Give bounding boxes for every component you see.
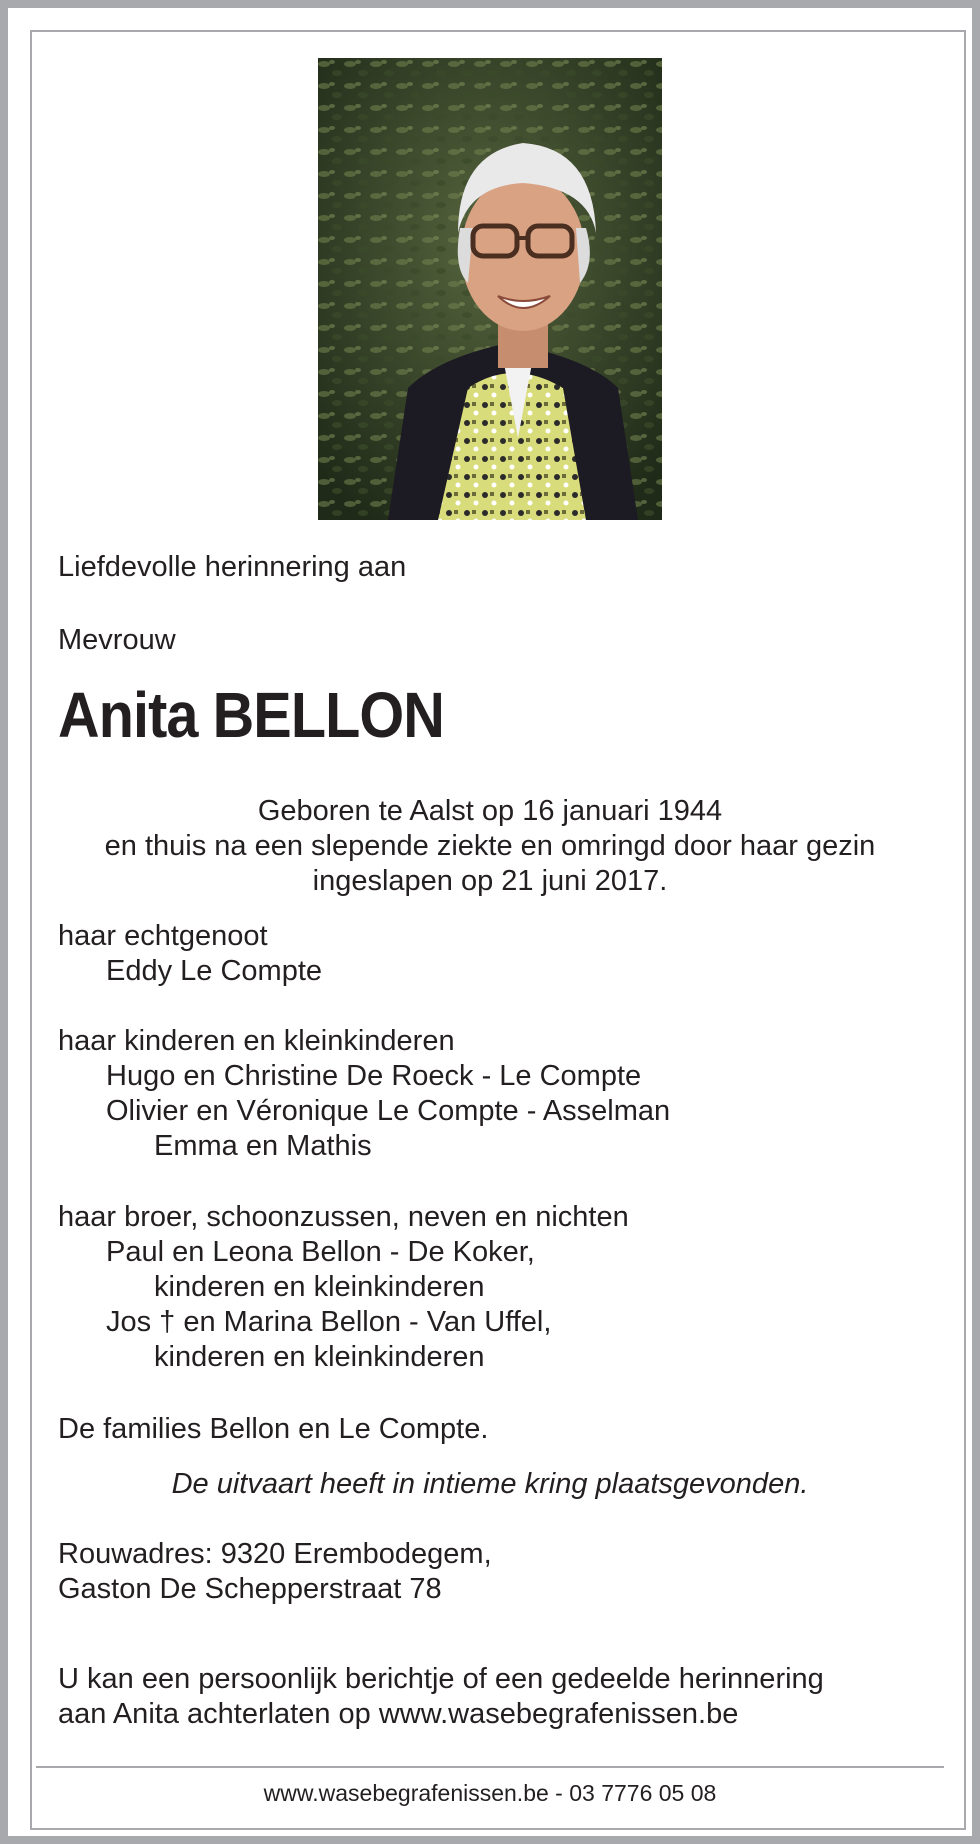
children-label: haar kinderen en kleinkinderen (58, 1025, 455, 1057)
message-line: aan Anita achterlaten op www.wasebegrafenissen.be (58, 1698, 739, 1730)
sibling-sub-line: kinderen en kleinkinderen (154, 1341, 485, 1373)
footer-contact: www.wasebegrafenissen.be - 03 7776 05 08 (263, 1780, 717, 1806)
passing-line: en thuis na een slepende ziekte en omringd door haar gezin (104, 830, 876, 862)
birth-line: Geboren te Aalst op 16 januari 1944 (257, 795, 723, 827)
spouse-name: Eddy Le Compte (106, 955, 323, 987)
funeral-note: De uitvaart heeft in intieme kring plaatsgevonden. (171, 1468, 809, 1500)
siblings-label: haar broer, schoonzussen, neven en nichten (58, 1201, 629, 1233)
death-line: ingeslapen op 21 juni 2017. (312, 865, 668, 897)
message-line: U kan een persoonlijk berichtje of een gedeelde herinnering (58, 1663, 824, 1695)
families-line: De families Bellon en Le Compte. (58, 1413, 489, 1445)
spouse-label: haar echtgenoot (58, 920, 268, 952)
salutation: Mevrouw (58, 624, 176, 656)
grandchildren-line: Emma en Mathis (154, 1130, 372, 1162)
sibling-sub-line: kinderen en kleinkinderen (154, 1271, 485, 1303)
intro-text: Liefdevolle herinnering aan (58, 551, 407, 583)
deceased-name: Anita BELLON (58, 679, 444, 751)
child-line: Olivier en Véronique Le Compte - Asselman (106, 1095, 671, 1127)
footer-divider (36, 1766, 944, 1768)
sibling-line: Jos † en Marina Bellon - Van Uffel, (106, 1306, 552, 1338)
address-line: Rouwadres: 9320 Erembodegem, (58, 1538, 492, 1570)
portrait-photo (318, 58, 662, 520)
address-street: Gaston De Schepperstraat 78 (58, 1573, 442, 1605)
child-line: Hugo en Christine De Roeck - Le Compte (106, 1060, 642, 1092)
sibling-line: Paul en Leona Bellon - De Koker, (106, 1236, 535, 1268)
